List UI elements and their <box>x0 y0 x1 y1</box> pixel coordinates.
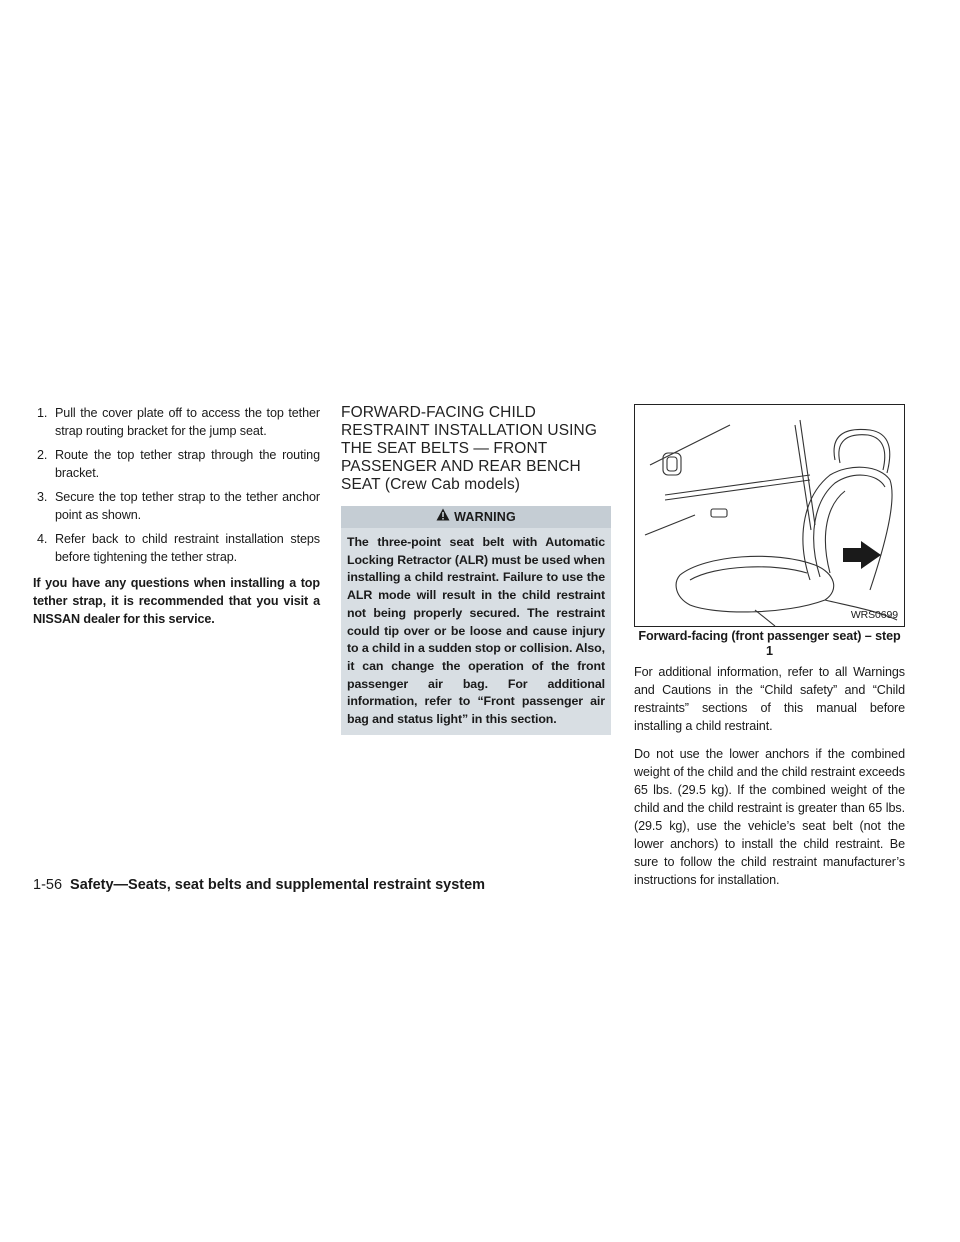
seat-drawing <box>635 405 904 626</box>
left-column <box>33 404 320 641</box>
figure-code: WRS0699 <box>850 609 898 621</box>
dealer-note: If you have any questions when installing a top tether strap, it is recommended that you visit a NISSAN dealer for this service. <box>33 576 320 626</box>
paragraph: Do not use the lower anchors if the combined weight of the child and the child restraint exceeds 65 lbs. (29.5 kg). If the combined weight of the child and the child restraint is greater than 65 lbs. (29.5 kg), use the vehicle’s seat belt (not the lower anchors) to install the child restraint. Be sure to follow the child restraint manufacturer’s instructions for installation. <box>634 747 905 887</box>
page-number: 1-56 <box>33 877 63 893</box>
warning-box <box>341 506 611 735</box>
warning-triangle-icon <box>436 508 450 526</box>
step-item: 1. Pull the cover plate off to access the top tether strap routing bracket for the jump seat. <box>37 406 320 438</box>
step-item: 3. Secure the top tether strap to the tether anchor point as shown. <box>37 490 320 522</box>
warning-header <box>341 506 611 528</box>
chapter-title: Safety—Seats, seat belts and supplemental restraint system <box>70 877 486 893</box>
paragraph: For additional information, refer to all Warnings and Cautions in the “Child safety” and “Child restraints” sections of this manual before installing a child restraint. <box>634 665 905 733</box>
warning-text: The three-point seat belt with Automatic Locking Retractor (ALR) must be used when installing a child restraint. Failure to use the ALR mode will result in the child restraint not being properly secured. The restraint could tip over or be loose and cause injury to a child in a sudden stop or collision. Also, it can change the operation of the front passenger air bag. For additional information, refer to “Front passenger air bag and status light” in this section. <box>347 535 605 727</box>
step-item: 2. Route the top tether strap through the routing bracket. <box>37 448 320 480</box>
right-column <box>634 404 905 899</box>
tether-steps-list <box>33 404 320 566</box>
page-footer <box>33 877 485 893</box>
figure-caption: Forward-facing (front passenger seat) – step 1 <box>638 629 901 658</box>
forward-arrow-icon <box>843 541 881 569</box>
warning-label: WARNING <box>454 510 516 524</box>
section-title: FORWARD-FACING CHILD RESTRAINT INSTALLATION USING THE SEAT BELTS — FRONT PASSENGER AND REAR BENCH SEAT (Crew Cab models) <box>341 404 598 493</box>
step-item: 4. Refer back to child restraint installation steps before tightening the tether strap. <box>37 532 320 564</box>
middle-column <box>341 404 611 735</box>
seat-illustration <box>634 404 905 627</box>
